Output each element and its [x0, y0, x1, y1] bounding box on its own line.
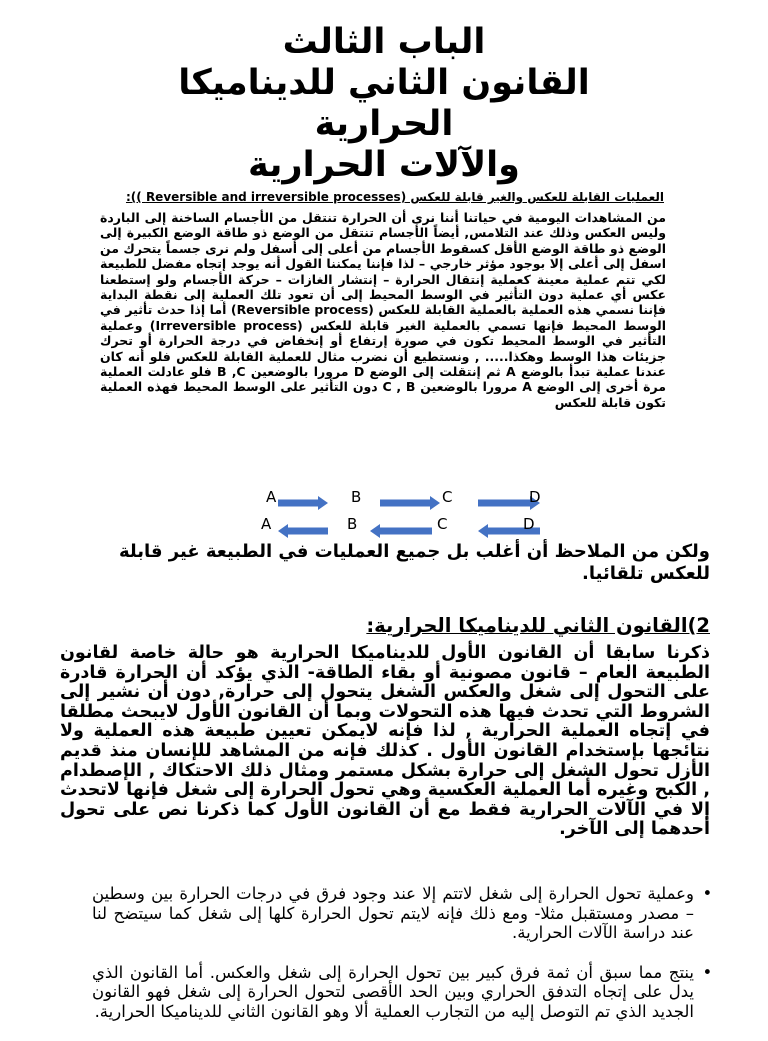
row2-label-a: A	[261, 515, 272, 533]
bullet-icon: •	[702, 884, 712, 903]
title-line-2: القانون الثاني للديناميكا	[178, 63, 590, 103]
backward-arrow-2	[370, 524, 432, 538]
intro-paragraph: من المشاهدات اليومية في حياتنا أننا نرى أن الحرارة تنتقل من الأجسام الساخنة إلى الباردة وليس العكس وذلك عند التلامس, أيضاً الأجسام تنتقل من الوضع ذو طاقة الوضع الكبيرة إلى الوضع ذو طاقة الوضع الأقل كسقوط الأجسام من أعلى إلى أسفل ولم نرى جسماً يتحرك من اسفل إلى أعلى إلا بوجود مؤثر خارجي – لذا فإننا يمكننا القول أنه يوجد إتجاه مفضل للطبيعة لكي تتم عملية معينة كعملية إنتقال الحرارة – إنتشار الغازات – حركة الأجسام ولو إستطعنا عكس أي عملية دون التأثير في الوسط المحيط إلى أن تعود تلك العملية إلى نقطة البداية فإننا نسمي هذه العملية بالعملية القابلة للعكس (Reversible process) أما إذا حدث تأثير في الوسط المحيط فإنها تسمي بالعملية الغير قابلة للعكس (Irreversible process) وعملية التأثير في الوسط المحيط تكون في صورة إرتفاع أو إنخفاض في درجة الحرارة أو تحرك جزيئات هذا الوسط وهكذا..... , ونستطيع أن نضرب مثال للعملية القابلة للعكس فلو أنه كان عندنا عملية تبدأ بالوضع A ثم إنتقلت إلى الوضع D مرورا بالوضعين B ,C فلو عادلت العملية مرة أخرى إلى الوضع A مرورا بالوضعين C , B دون التأثير على الوسط المحيط فهذه العملية تكون قابلة للعكس	[100, 210, 667, 410]
title-line-1: الباب الثالث	[282, 22, 486, 62]
bullet-list	[92, 884, 712, 1041]
bullet-item	[92, 884, 712, 943]
second-law-paragraph: ذكرنا سابقا أن القانون الأول للديناميكا الحرارية هو حالة خاصة لقانون الطبيعة العام – قانون مصونية أو بقاء الطاقة- الذي يؤكد أن الحرارة قادرة على التحول إلى شغل والعكس الشغل يتحول إلى حرارة, دون أن نشير إلى الشروط التي تحدث فيها هذه التحولات وبما أن القانون الأول لايبحث مطلقا في إتجاه العملية الحرارية , لذا فإنه لايمكن تعيين طبيعة هذه العملية ولا نتائجها بإستخدام القانون الأول . كذلك فإنه من المشاهد للإنسان منذ قديم الأزل تحول الشغل إلى حرارة بشكل مستمر ومثال ذلك الاحتكاك , الإصطدام , الكبح وغيره أما العملية العكسية وهي تحول الحرارة إلى شغل فإنها لاتحدث إلا في الآلات الحرارية فقط مع أن القانون الأول كما ذكرنا نص على تحول أحدهما إلى الآخر.	[60, 643, 710, 840]
backward-arrow-1	[278, 524, 328, 538]
process-arrows	[250, 486, 550, 542]
row2-label-c: C	[437, 515, 448, 533]
row1-label-c: C	[442, 488, 453, 506]
bullet-icon: •	[702, 962, 712, 982]
row1-label-b: B	[351, 488, 362, 506]
bullet-text: ينتج مما سبق أن ثمة فرق كبير بين تحول الحرارة إلى شغل والعكس. أما القانون الذي يدل على إتجاه التدفق الحراري وبين الحد الأقصى لتحول الحرارة إلى شغل فهو القانون الجديد الذي تم التوصل إليه من التجارب العملية ألا وهو القانون الثاني للديناميكا الحرارية.	[92, 962, 694, 1021]
irreversibility-note: ولكن من الملاحظ أن أغلب بل جميع العمليات في الطبيعة غير قابلة للعكس تلقائيا.	[118, 541, 710, 584]
row1-label-d: D	[529, 488, 541, 506]
bullet-item	[92, 963, 712, 1022]
chapter-title	[90, 22, 678, 186]
row2-label-b: B	[347, 515, 358, 533]
bullet-text: وعملية تحول الحرارة إلى شغل لاتتم إلا عند وجود فرق في درجات الحرارة بين وسطين – مصدر ومستقبل مثلا- ومع ذلك فإنه لايتم تحول الحرارة كلها إلى شغل كما سيتضح لنا عند دراسة الآلات الحرارية.	[92, 884, 694, 942]
title-line-4: والآلات الحرارية	[248, 145, 520, 185]
forward-arrow-1	[278, 496, 328, 510]
forward-arrow-2	[380, 496, 440, 510]
second-law-heading: 2)القانون الثاني للديناميكا الحرارية:	[366, 614, 710, 637]
row1-label-a: A	[266, 488, 277, 506]
title-line-3: الحرارية	[314, 104, 454, 144]
process-diagram	[250, 486, 550, 542]
row2-label-d: D	[523, 515, 535, 533]
reversible-processes-heading: العمليات القابلة للعكس والغير قابلة للعكس (Reversible and irreversible processes )):	[125, 190, 664, 204]
